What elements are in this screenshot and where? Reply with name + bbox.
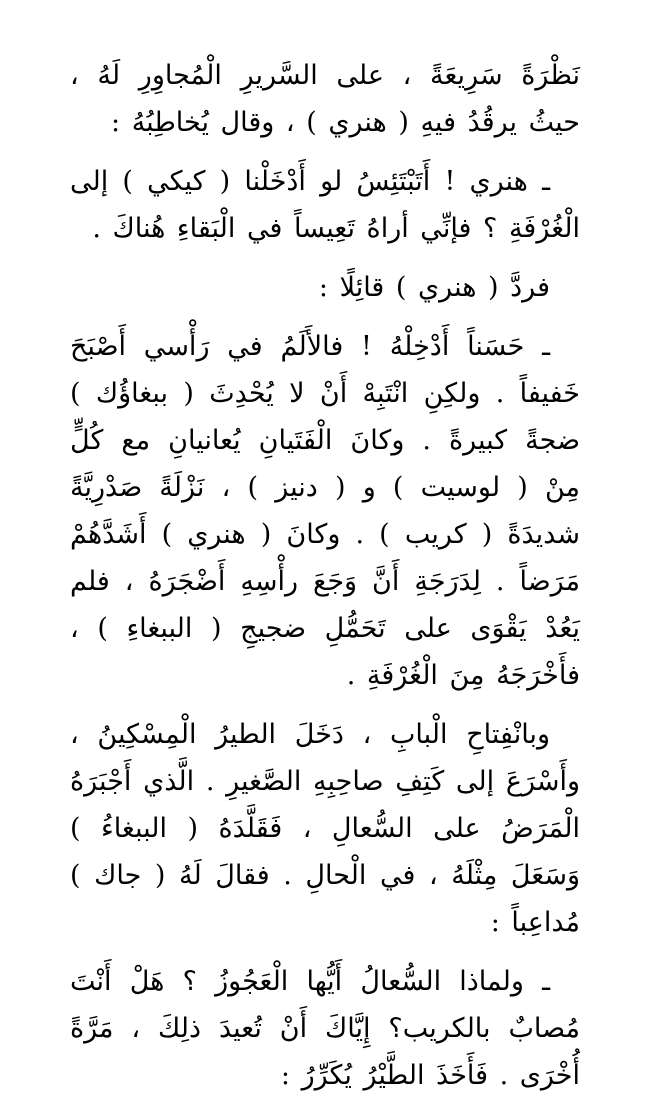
paragraph-2: ـ هنري ! أَتَبْتَئِسُ لو أَدْخَلْنا ( كيكي ) إلى الْغُرْفَةِ ؟ فإنِّي أراهُ تَعِيساً في الْبَقاءِ هُناكَ . — [70, 166, 580, 244]
paragraph-4: ـ حَسَناً أَدْخِلْهُ ! فالأَلَمُ في رَأْسي أَصْبَحَ خَفيفاً . ولكِنِ انْتَبِهْ أَنْ لا يُحْدِثَ ( ببغاؤُك ) ضجةً كبيرةً . وكانَ الْفَتَيانِ يُعانيانِ مع كُلٍّ مِنْ ( لوسيت ) و ( دنيز ) ، نَزْلَةً صَدْرِيَّةً شديدَةً ( كريب ) . وكانَ ( هنري ) أَشَدَّهُمْ مَرَضاً . لِدَرَجَةِ أَنَّ وَجَعَ رأْسِهِ أَضْجَرَهُ ، فلم يَعُدْ يَقْوَى على تَحَمُّلِ ضجيجِ ( الببغاءِ ) ، فأَخْرَجَهُ مِنَ الْغُرْفَةِ . — [70, 331, 580, 691]
paragraph-6: ـ ولماذا السُّعالُ أَيُّها الْعَجُوزُ ؟ هَلْ أَنْتَ مُصابٌ بالكريب؟ إِيَّاكَ أَنْ تُعيدَ ذلِكَ ، مَرَّةً أُخْرَى . فَأَخَذَ الطَّيْرُ يُكَرِّرُ : — [70, 966, 580, 1091]
paragraph-3: فردَّ ( هنري ) قائِلًا : — [318, 272, 550, 303]
paragraph-5: وبانْفِتاحِ الْبابِ ، دَخَلَ الطيرُ الْمِسْكِينُ ، وأَسْرَعَ إلى كَتِفِ صاحِبِهِ الصَّغيرِ . الَّذي أَجْبَرَهُ الْمَرَضُ على السُّعالِ ، فَقَلَّدَهُ ( الببغاءُ ) وَسَعَلَ مِثْلَهُ ، في الْحالِ . فقالَ لَهُ ( جاك ) مُداعِباً : — [70, 719, 580, 938]
paragraph-1: نَظْرَةً سَرِيعَةً ، على السَّريرِ الْمُجاوِرِ لَهُ ، حيثُ يرقُدُ فيهِ ( هنري ) ، وقال يُخاطِبُهُ : — [70, 60, 580, 138]
